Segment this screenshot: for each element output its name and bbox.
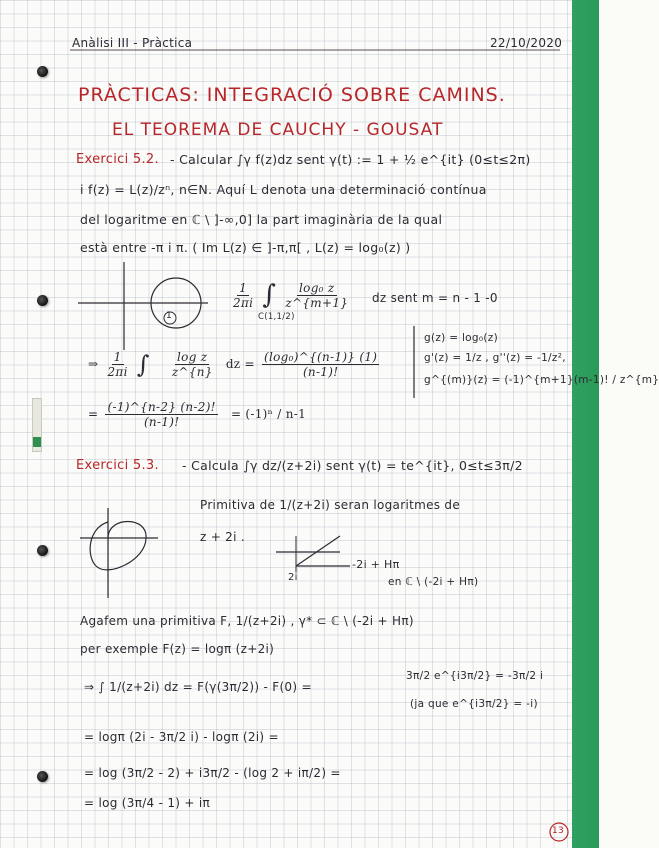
exercise-5-3-text: - Calcula ∫γ dz/(z+2i) sent γ(t) = te^{it}, 0≤t≤3π/2 <box>182 458 523 473</box>
exercise-5-2-text-line1: - Calcular ∫γ f(z)dz sent γ(t) := 1 + ½ e^{it} (0≤t≤2π) <box>170 152 531 167</box>
integral-lower-limit: C(1,1/2) <box>258 312 295 322</box>
derivative-line2: g'(z) = 1/z , g''(z) = -1/z², <box>424 352 566 364</box>
page-subtitle: EL TEOREMA DE CAUCHY - GOUSAT <box>112 120 444 140</box>
choose-primitive-line: Agafem una primitiva F, 1/(z+2i) , γ* ⊂ ℂ \ (-2i + Hπ) <box>80 614 414 628</box>
step-lhs-num: 1 <box>113 350 122 364</box>
step-lhs-den: 2πi <box>107 365 128 379</box>
step-dz: dz = <box>225 357 255 371</box>
result-tail: = (-1)ⁿ / n-1 <box>230 407 307 421</box>
step-mid-num: (log₀)^{(n-1)} (1) <box>264 350 378 364</box>
primitive-line2: z + 2i . <box>200 530 245 544</box>
page-number: 13 <box>552 826 565 836</box>
circle-point-label: 1 <box>166 311 173 321</box>
exercise-5-2-label: Exercici 5.2. <box>76 152 159 167</box>
prefix-num: 1 <box>239 280 248 295</box>
step-int-den: z^{n} <box>171 365 213 379</box>
result-line-b: = log (3π/2 - 2) + i3π/2 - (log 2 + iπ/2) = <box>84 766 341 780</box>
result-num: (-1)^{n-2} (n-2)! <box>107 400 216 414</box>
derivative-line1: g(z) = log₀(z) <box>424 332 498 344</box>
example-line: per exemple F(z) = logπ (z+2i) <box>80 642 275 656</box>
primitive-line1: Primitiva de 1/(z+2i) seran logaritmes de <box>200 498 461 512</box>
halfline-label: -2i + Hπ <box>352 558 400 571</box>
side-expression: 3π/2 e^{i3π/2} = -3π/2 i <box>406 670 544 682</box>
result-line-a: = logπ (2i - 3π/2 i) - logπ (2i) = <box>84 730 279 744</box>
point-label: 2i <box>288 572 298 583</box>
integral-tail: dz sent m = n - 1 -0 <box>372 291 498 305</box>
step-expression: ⇒ $\frac{1}{2\pi i}$ ∫ $\frac{\text{log z}}{z\^{}\{n\}}$ dz = $\frac{\text{(log₀)\textasciicircum{}\{(n-1)\} (1)}}{(n-1)!}$ <box>88 350 378 379</box>
exercise-5-2-text-line4: està entre -π i π. ( Im L(z) ∈ ]-π,π[ , L(z) = log₀(z) ) <box>80 240 411 255</box>
derivative-line3: g^{(m)}(z) = (-1)^{m+1}(m-1)! / z^{m} <box>424 374 659 386</box>
side-note: (ja que e^{i3π/2} = -i) <box>410 698 538 710</box>
step-mid-den: (n-1)! <box>302 365 339 379</box>
prefix-den: 2πi <box>233 295 254 310</box>
integral-sign: ∫ <box>262 280 277 310</box>
domain-label: en ℂ \ (-2i + Hπ) <box>388 576 479 588</box>
integrand-den: z^{m+1} <box>285 295 349 310</box>
page-title: PRÀCTICAS: INTEGRACIÓ SOBRE CAMINS. <box>78 84 506 106</box>
result-line-c: = log (3π/4 - 1) + iπ <box>84 796 211 810</box>
exercise-5-2-text-line2: i f(z) = L(z)/zⁿ, n∈N. Aquí L denota una determinació contínua <box>80 182 487 197</box>
step-int-num: log z <box>177 350 208 364</box>
exercise-5-3-label: Exercici 5.3. <box>76 458 159 473</box>
result-den: (n-1)! <box>143 415 180 429</box>
evaluation-line: ⇒ ∫ 1/(z+2i) dz = F(γ(3π/2)) - F(0) = <box>84 680 312 694</box>
result-expression: = $\frac{(-1)\^{}\{n-2\} (n-2)!}{(n-1)!}$ = (-1)ⁿ / n-1 <box>88 400 307 429</box>
integral-sign: ∫ <box>136 350 150 379</box>
exercise-5-2-text-line3: del logaritme en ℂ \ ]-∞,0] la part imaginària de la qual <box>80 212 443 227</box>
integrand-num: log₀ z <box>299 280 335 295</box>
header-date: 22/10/2020 <box>490 36 563 50</box>
header-course: Anàlisi III - Pràctica <box>72 36 193 50</box>
